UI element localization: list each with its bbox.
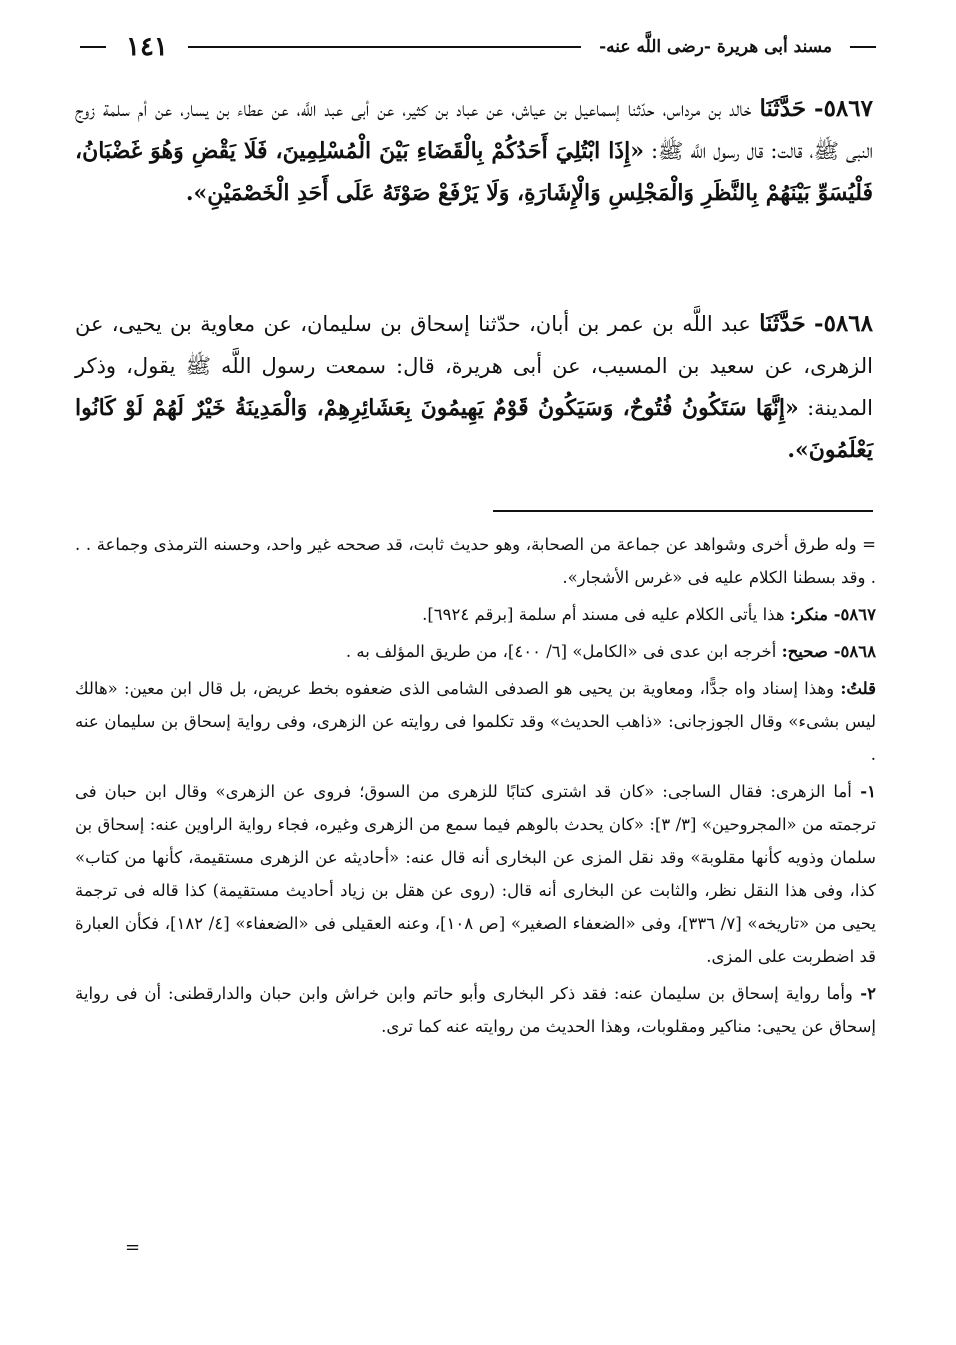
footnote-label: قلتُ: bbox=[840, 679, 876, 698]
footnote-divider bbox=[493, 510, 873, 512]
header-rule-left bbox=[80, 46, 106, 48]
footnote-point-2 bbox=[75, 977, 876, 1043]
continuation-mark: = bbox=[125, 1237, 141, 1258]
hadith-lead: حَدَّثَنَا bbox=[759, 95, 807, 122]
footnote-label: ٥٨٦٨- صحيح: bbox=[781, 642, 876, 661]
hadith-5868 bbox=[75, 303, 873, 471]
header-rule-right bbox=[850, 46, 876, 48]
page-number: ١٤١ bbox=[126, 32, 168, 62]
running-title: مسند أبى هريرة -رضى اللَّه عنه- bbox=[599, 37, 832, 57]
footnote-comment bbox=[75, 672, 876, 771]
hadith-matn: «إِذَا ابْتُلِيَ أَحَدُكُمْ بِالْقَضَاءِ بَيْنَ الْمُسْلِمِينَ، فَلَا يَقْضِ وَهُوَ غَضْبَانُ، فَلْيُسَوِّ بَيْنَهُمْ بِالنَّظَرِ وَالْمَجْلِسِ وَالْإِشَارَةِ، وَلَا يَرْفَعْ صَوْتَهُ عَلَى أَحَدِ الْخَصْمَيْنِ». bbox=[75, 138, 873, 206]
hadith-5867 bbox=[75, 88, 873, 214]
footnote-5867 bbox=[75, 598, 876, 631]
hadith-number: ٥٨٦٨- bbox=[814, 310, 873, 337]
footnote-label: ١- bbox=[851, 782, 877, 801]
footnotes bbox=[75, 528, 876, 1047]
footnote-text: أخرجه ابن عدى فى «الكامل» [٦/ ٤٠٠]، من طريق المؤلف به . bbox=[345, 642, 782, 661]
footnote-text: وهذا إسناد واه جدًّا، ومعاوية بن يحيى هو الصدفى الشامى الذى ضعفوه بخط عريض، بل قال ابن معين: «هالك ليس بشىء» وقال الجوزجانى: «ذاهب الحديث» وقد تكلموا فى روايته عن الزهرى، وفى رواية إسحاق بن سليمان عنه . bbox=[75, 679, 876, 764]
page-header bbox=[70, 30, 886, 64]
hadith-number: ٥٨٦٧- bbox=[814, 95, 873, 122]
footnote-point-1 bbox=[75, 775, 876, 973]
hadith-isnad: عبد اللَّه بن عمر بن أبان، حدّثنا إسحاق بن سليمان، عن معاوية بن يحيى، عن الزهرى، عن سعيد بن المسيب، عن أبى هريرة، قال: سمعت رسول اللَّه ﷺ يقول، وذكر المدينة: bbox=[75, 312, 873, 420]
header-rule-long bbox=[188, 46, 581, 48]
hadith-matn: «إِنَّهَا سَتَكُونُ فُتُوحٌ، وَسَيَكُونُ قَوْمٌ يَهِيمُونَ بِعَشَائِرِهِمْ، وَالْمَدِينَةُ خَيْرٌ لَهُمْ لَوْ كَانُوا يَعْلَمُونَ». bbox=[75, 395, 873, 463]
footnote-5868 bbox=[75, 635, 876, 668]
footnote-continuation: = وله طرق أخرى وشواهد عن جماعة من الصحابة، وهو حديث ثابت، قد صححه غير واحد، وحسنه الترمذى وجماعة . . . وقد بسطنا الكلام عليه فى «غرس الأشجار». bbox=[75, 535, 876, 587]
hadith-isnad: خالد بن مرداس، حدّثنا إسماعيل بن عياش، عن عباد بن كثير، عن أبى عبد اللَّه، عن عطاء بن يسار، عن أم سلمة زوج النبى ﷺ، قالت: قال رسول اللَّه ﷺ: bbox=[75, 97, 873, 163]
footnote-label: ٥٨٦٧- منكر: bbox=[789, 605, 876, 624]
footnote-text: هذا يأتى الكلام عليه فى مسند أم سلمة [برقم ٦٩٢٤]. bbox=[422, 605, 790, 624]
footnote-text: أما الزهرى: فقال الساجى: «كان قد اشترى كتابًا للزهرى من السوق؛ فروى عن الزهرى» وقال ابن حبان فى ترجمته من «المجروحين» [٣/ ٣]: «كان يحدث بالوهم فيما سمع من الزهرى وغيره، فجاء رواية الراوين عنه: إسحاق بن سلمان وذويه كأنها مقلوبة» وقد نقل المزى عن البخارى أنه قال عنه: «أحاديثه عن الزهرى مستقيمة، كأنها من كتاب» كذا، وفى هذا النقل نظر، والثابت عن البخارى أنه قال: (روى عن هقل بن زياد أحاديث مستقيمة) كذا قاله فى ترجمة يحيى من «تاريخه» [٧/ ٣٣٦]، وفى «الضعفاء الصغير» [ص ١٠٨]، وعنه العقيلى فى «الضعفاء» [٤/ ١٨٢]، فكأن العبارة قد اضطربت على المزى. bbox=[75, 782, 876, 966]
footnote-text: وأما رواية إسحاق بن سليمان عنه: فقد ذكر البخارى وأبو حاتم وابن خراش وابن حبان والدارقطنى: أن فى رواية إسحاق عن يحيى: مناكير ومقلوبات، وهذا الحديث من روايته عنه كما ترى. bbox=[75, 984, 876, 1036]
hadith-lead: حَدَّثَنَا bbox=[759, 310, 806, 337]
footnote-label: ٢- bbox=[852, 984, 876, 1003]
